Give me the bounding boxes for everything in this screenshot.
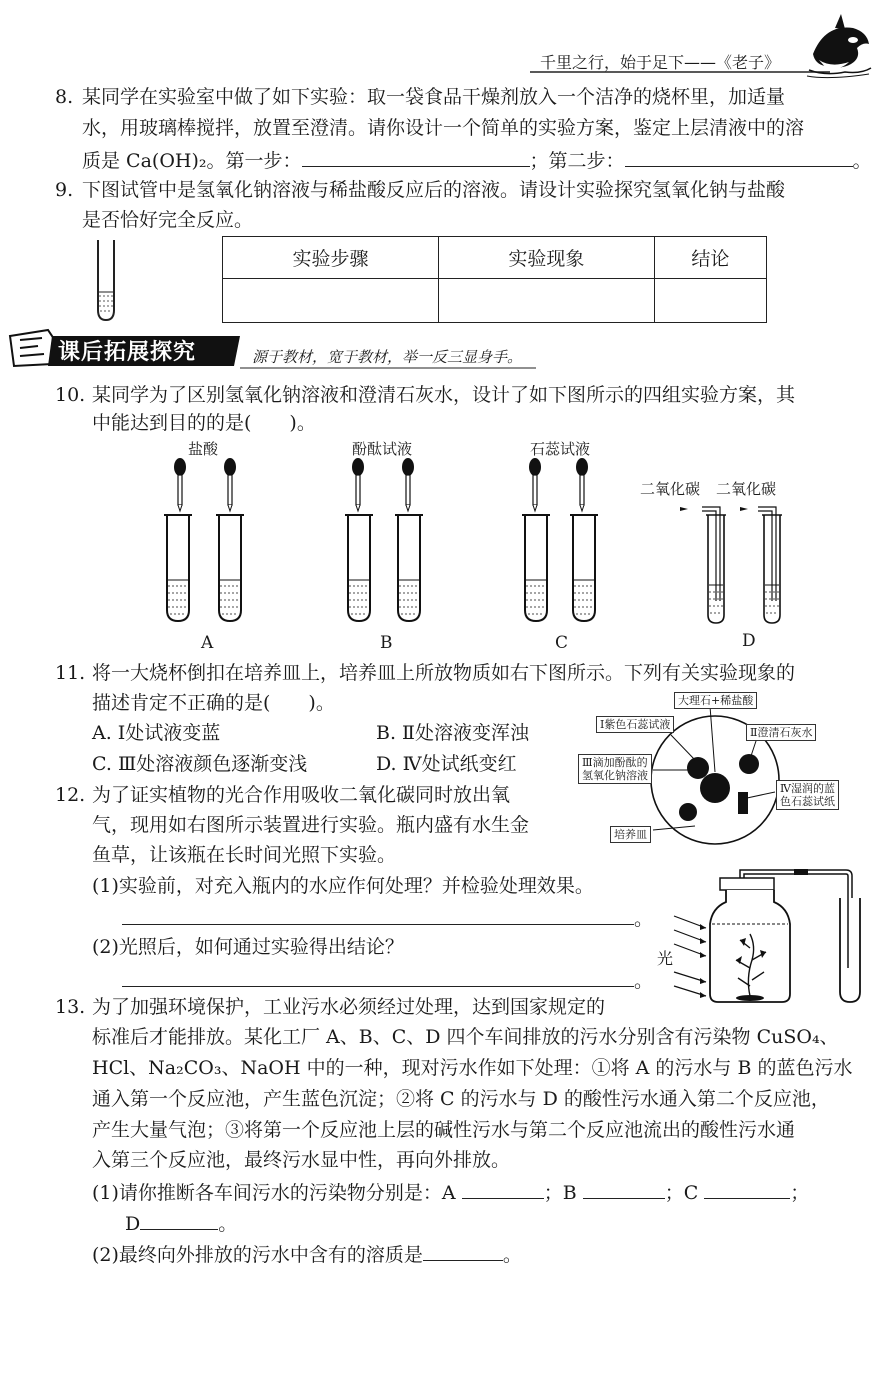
q10-line1: 某同学为了区别氢氧化钠溶液和澄清石灰水，设计了如下图所示的四组实验方案，其 [92,384,796,406]
q9-line2: 是否恰好完全反应。 [82,209,254,231]
q11-option-d[interactable]: D. Ⅳ处试纸变红 [376,753,517,775]
q11-number: 11. [55,662,86,684]
q8-line1: 某同学在实验室中做了如下实验：取一袋食品干燥剂放入一个洁净的烧杯里，加适量 [82,86,786,108]
reagent-label-hcl: 盐酸 [188,440,219,458]
q10-apparatus-diagram [150,455,810,635]
section-underline [240,366,540,370]
q10-line2: 中能达到目的的是( )。 [92,412,316,434]
table-cell-conclusion[interactable] [654,279,766,323]
table-cell-phenomena[interactable] [438,279,654,323]
q13-label-d: D [125,1213,141,1235]
q12-line1: 为了证实植物的光合作用吸收二氧化碳同时放出氧 [92,784,511,806]
q13-sub2 [92,1240,522,1268]
diagram-label-iv [776,780,839,810]
q12-line2: 气，现用如右图所示装置进行实验。瓶内盛有水生金 [92,814,530,836]
q12-sub2-blank[interactable] [122,966,634,987]
table-cell-steps[interactable] [223,279,439,323]
q9-answer-table [222,236,767,323]
option-label-b: B [380,633,393,653]
q13-line2: 标准后才能排放。某化工厂 A、B、C、D 四个车间排放的污水分别含有污染物 CuSO₄、 [92,1026,839,1048]
reagent-label-litmus: 石蕊试液 [530,440,591,458]
option-label-c: C [555,633,569,653]
q12-sub1: (1)实验前，对充入瓶内的水应作何处理？并检验处理效果。 [92,875,594,897]
section-subtitle: 源于教材，宽于教材，举一反三显身手。 [252,348,523,366]
q8-line3-prefix: 质是 Ca(OH)₂。第一步： [82,150,302,172]
q13-line5: 产生大量气泡；③将第一个反应池上层的碱性污水与第二个反应池流出的酸性污水通 [92,1119,796,1141]
q13-line1: 为了加强环境保护，工业污水必须经过处理，达到国家规定的 [92,996,606,1018]
q13-sub2-end: 。 [502,1244,522,1266]
q13-sub1-end: 。 [218,1213,238,1235]
q13-blank-solute[interactable] [423,1240,503,1261]
orca-logo-icon [805,14,875,80]
option-label-d: D [742,631,756,651]
q12-sub2-answer [122,966,653,994]
header-rule [530,70,840,76]
q11-line2: 描述肯定不正确的是( )。 [92,692,335,714]
q11-line1: 将一大烧杯倒扣在培养皿上，培养皿上所放物质如右下图所示。下列有关实验现象的 [92,662,796,684]
q12-number: 12. [55,784,86,806]
diagram-label-ii: Ⅱ澄清石灰水 [746,724,816,741]
q13-sub2-prefix: (2)最终向外排放的污水中含有的溶质是 [92,1244,423,1266]
light-label: 光 [657,949,674,968]
reagent-label-phenolphthalein: 酚酞试液 [352,440,413,458]
q13-blank-b[interactable] [583,1178,665,1199]
diagram-label-iii-line2: 氢氧化钠溶液 [582,769,648,782]
q13-line4: 通入第一个反应池，产生蓝色沉淀；②将 C 的污水与 D 的酸性污水通入第二个反应池， [92,1088,830,1110]
diagram-label-iv-line1: Ⅳ湿润的蓝 [780,782,835,795]
q13-line3: HCl、Na₂CO₃、NaOH 中的一种，现对污水作如下处理：①将 A 的污水与 B 的蓝色污水 [92,1057,853,1079]
q13-line6: 入第三个反应池，最终污水显中性，再向外排放。 [92,1149,511,1171]
option-label-a: A [201,633,214,653]
q9-line1: 下图试管中是氢氧化钠溶液与稀盐酸反应后的溶液。请设计实验探究氢氧化钠与盐酸 [82,179,786,201]
diagram-label-iv-line2: 色石蕊试纸 [780,795,835,808]
q12-line3: 鱼草，让该瓶在长时间光照下实验。 [92,844,397,866]
diagram-label-dish: 培养皿 [610,826,651,843]
q13-blank-c[interactable] [704,1178,790,1199]
q8-step1-blank[interactable] [302,146,530,167]
q8-step2-blank[interactable] [625,146,853,167]
table-header-steps: 实验步骤 [223,237,439,279]
q11-option-c[interactable]: C. Ⅲ处溶液颜色逐渐变浅 [92,753,308,775]
table-header-phenomena: 实验现象 [438,237,654,279]
gas-label-co2-1: 二氧化碳 [640,480,701,498]
q12-sub2-end: 。 [634,970,654,992]
q8-number: 8. [55,86,74,108]
q10-number: 10. [55,384,86,406]
q11-option-b[interactable]: B. Ⅱ处溶液变浑浊 [376,722,529,744]
q8-line2: 水，用玻璃棒搅拌，放置至澄清。请你设计一个简单的实验方案，鉴定上层清液中的溶 [82,117,805,139]
q8-line3-end: 。 [852,150,872,172]
section-title: 课后拓展探究 [58,340,197,365]
diagram-label-marble: 大理石+稀盐酸 [674,692,757,709]
diagram-label-iii-line1: Ⅲ滴加酚酞的 [582,756,648,769]
table-header-conclusion: 结论 [654,237,766,279]
q9-number: 9. [55,179,74,201]
q13-blank-a[interactable] [462,1178,544,1199]
q8-line3 [82,146,872,174]
q13-sub1-d [125,1209,237,1237]
q13-number: 13. [55,996,86,1018]
q12-sub1-answer [122,904,653,932]
q12-sub1-blank[interactable] [122,904,634,925]
q12-sub2: (2)光照后，如何通过实验得出结论？ [92,936,404,958]
test-tube-icon [92,238,120,324]
q13-sep-c: ；C [664,1182,699,1204]
gas-label-co2-2: 二氧化碳 [716,480,777,498]
header-motto: 千里之行，始于足下——《老子》 [540,53,781,72]
q13-sub1-prefix: (1)请你推断各车间污水的污染物分别是：A [92,1182,456,1204]
q12-sub1-end: 。 [634,908,654,930]
q12-jar-apparatus-diagram [670,868,870,1008]
diagram-label-i: Ⅰ紫色石蕊试液 [596,716,674,733]
diagram-label-iii [578,754,652,784]
q8-line3-mid: ；第二步： [529,150,625,172]
q13-sep-d: ； [790,1182,810,1204]
q13-blank-d[interactable] [140,1209,218,1230]
q13-sub1 [92,1178,809,1206]
q11-option-a[interactable]: A. Ⅰ处试液变蓝 [92,722,221,744]
q13-sep-b: ；B [543,1182,577,1204]
